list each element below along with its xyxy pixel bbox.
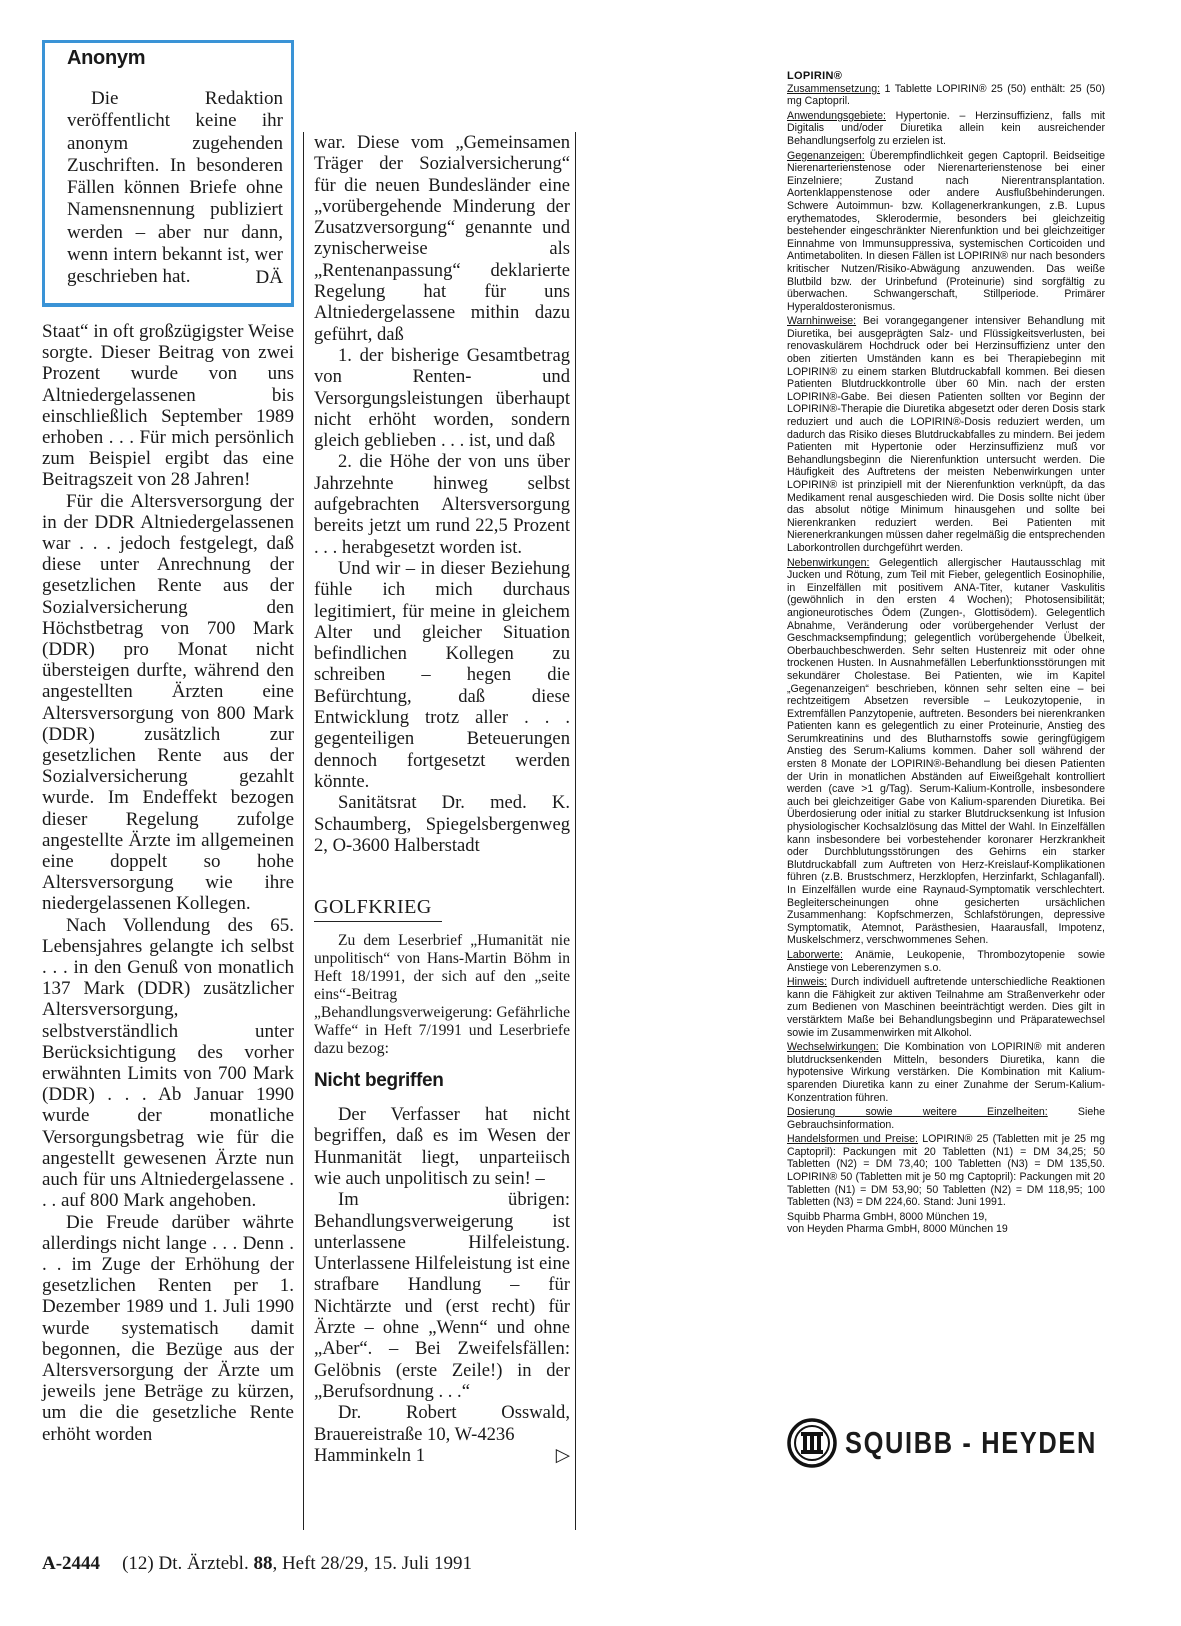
ad-section-label: Handelsformen und Preise: [787,1133,918,1146]
ad-section-text: Durch individuell auftretende unterschiedliche Reaktionen kann die Fähigkeit zur aktiven Teilnahme am Straßenverkehr oder zum Bedienen von Maschinen beeinträchtigt werden. Dies gilt in verstärktem Maße bei Behandlungsbeginn und Präparatewechsel sowie im Zusammenwirken mit Alkohol. [787,976,1105,1039]
column-rule [303,132,304,1530]
letter-signature: Dr. Robert Osswald, Brauereistraße 10, W-4236 [314,1402,570,1445]
col1-paragraph: Staat“ in oft großzügigster Weise sorgte. Dieser Beitrag von zwei Prozent wurde von uns Altniedergelassenen bis einschließlich September 1989 erhoben . . . Für mich persönlich zum Beispiel ergibt das eine Beitragszeit von 28 Jahren! [42,320,294,491]
ad-section-text: LOPIRIN® 25 (Tabletten mit je 25 mg Captopril): Packungen mit 20 Tabletten (N1) = DM 34,25; 50 Tabletten (N2) = DM 73,40; 100 Tabletten (N3) = DM 135,50. LOPIRIN® 50 (Tabletten mit je 50 mg Captopril): Packungen mit 20 Tabletten (N1) = DM 53,90; 50 Tabletten (N2) = DM 118,95; 100 Tabletten (N3) = DM 224,60. Stand: Juni 1991. [787,1133,1106,1209]
ad-section-text: Gelegentlich allergischer Hautausschlag mit Jucken und Rötung, zum Teil mit Fieber, gelegentlich Eosinophilie, in Einzelfällen mit positivem ANA-Titer, kutaner Vaskulitis (gewöhnlich in den ersten 4 Wochen); Photosensibilität; angioneurotisches Ödem (Zungen-, Glottisödem). Gelegentlich Abnahme, Veränderung oder vorübergehender Verlust der Geschmacksempfindung; gelegentlich vorübergehende Übelkeit, Oberbauchbeschwerden. Sehr selten Hustenreiz mit oder ohne trockenen Husten. In Ausnahmefällen Leberfunktionsstörungen mit sekundärer Cholestase. Bei Patienten, wie im Kapitel „Gegenanzeigen“ beschrieben, können sehr selten eine – bei rechtzeitigem Absetzen reversible – Leukozytopenie, in Extremfällen Panzytopenie, auftreten. Besonders bei nierenkranken Patienten kann es gelegentlich zu einer Proteinurie, Anstieg des Serumkreatinins und des Blutharnstoffs sowie geringfügigem Anstieg des Serum-Kaliums kommen. Daher soll während der ersten 8 Monate der LOPIRIN®-Behandlung bei diesen Patienten der Urin in monatlichen Abständen auf Eiweißgehalt kontrolliert werden (cave >1 g/Tag). Serum-Kalium-Kontrolle, insbesondere auch bei gleichzeitiger Gabe von Kalium-sparenden Diuretika. Bei Überdosierung oder initial zu starker Blutdrucksenkung ist Infusion physiologischer Kochsalzlösung das Mittel der Wahl. In Einzelfällen kann insbesondere bei vorbestehender koronarer Herzkrankheit oder Durchblutungsstörungen des Gehirns ein starker Blutdruckabfall zum Auftreten von Herz-Kreislauf-Komplikationen führen (z.B. Brustschmerz, Herzklopfen, Herzinfarkt, Schlaganfall). In Einzelfällen wurde eine Raynaud-Symptomatik verschlechtert. Begleiterscheinungen ohne gesicherten ursächlichen Zusammenhang: Kopfschmerzen, Schlafstörungen, depressive Symptomatik, Atemnot, Parästhesien, Haarausfall, Impotenz, Muskelschmerz, verschwommenes Sehen. [787,556,1105,947]
company-emblem-icon [787,1418,837,1468]
ad-section [787,949,1105,974]
ad-section [787,110,1105,148]
column-1 [42,40,294,1445]
anonym-box-signature: DÄ [255,266,283,288]
journal-citation: (12) Dt. Ärztebl. [122,1553,254,1574]
signature-city: Hamminkeln 1 [314,1444,426,1466]
anonym-box-title: Anonym [67,47,146,69]
ad-section-text: Überempfindlichkeit gegen Captopril. Beidseitige Nierenarterienstenose oder Nierenarterienstenose bei einer Einzelniere; Zustand nach Nierentransplantation. Aortenklappenstenose oder andere Ausflußbehinderungen. Schwere Autoimmun- bzw. Kollagenerkrankungen, z.B. Lupus erythematodes, Sklerodermie, besonders bei gleichzeitig bestehender eingeschränkter Nierenfunktion und bei gleichzeitiger Einnahme von Immunsuppressiva, systemischen Corticoiden und Antimetaboliten. In diesen Fällen ist LOPIRIN® nur nach besonders kritischer Nutzen/Risiko-Abwägung anzuwenden. Das weiße Blutbild bzw. der Urinbefund (Proteinurie) sind sorgfältig zu überwachen. Schwangerschaft, Stillperiode. Primärer Hyperaldosteronismus. [787,149,1105,313]
ad-section-text: Siehe Gebrauchsinformation. [787,1106,1105,1131]
ad-section-text: Bei vorangegangener intensiver Behandlung mit Diuretika, bei ausgeprägten Salz- und Flüssigkeitsverlusten, bei renovaskulärem Hochdruck oder bei Herzinsuffizienz unter den oben zitierten Umständen kann es bei Therapiebeginn mit LOPIRIN® zu einem starken Blutdruckabfall kommen. Bei diesen Patienten Blutdruckkontrolle über 60 Min. nach der ersten LOPIRIN®-Gabe. Bei diesen Patienten sollten vor Beginn der LOPIRIN®-Therapie die Diuretika abgesetzt oder deren Dosis stark reduziert und auch die LOPIRIN®-Dosis reduziert werden, um dadurch das Risiko dieses Blutdruckabfalles zu mindern. Bei jedem Patienten mit Hypertonie oder Herzinsuffizienz muß vor Behandlungsbeginn die Nierenfunktion untersucht werden. Die Häufigkeit des Auftretens der meisten Nebenwirkungen unter LOPIRIN® ist prinzipiell mit der Nierenfunktion verknüpft, da das Medikament renal ausgeschieden wird. Die Dosis sollte nicht über das absolut nötige Minimum hinausgehen und sollte bei Nierenkranken reduziert werden. Bei Patienten mit Nierenerkrankungen müssen daher regelmäßig die entsprechenden Laborkontrollen durchgeführt werden. [787,315,1106,554]
ad-section [787,150,1105,314]
ad-section-label: Nebenwirkungen: [787,556,870,569]
ad-section [787,557,1105,947]
column-rule [575,132,576,1530]
ad-section-label: Laborwerte: [787,948,843,961]
continue-arrow-icon: ▷ [555,1444,570,1466]
col1-paragraph: Die Freude darüber währte allerdings nicht lange . . . Denn . . . im Zuge der Erhöhung der gesetzlichen Renten per 1. Dezember 1989 und 1. Juli 1990 wurde systematisch damit begonnen, die Bezüge aus der Altersversorgung der Ärzte um jeweils jene Beträge zu kürzen, um die die gesetzliche Rente erhöht worden [42,1211,294,1445]
section-heading: GOLFKRIEG [314,896,442,922]
col2-paragraph: Und wir – in dieser Beziehung fühle ich mich durchaus legitimiert, für meine in gleichem Alter und gleicher Situation befindlichen Kollegen zu schreiben – hegen die Befürchtung, daß diese Entwicklung trotz aller . . . gegenteiligen Beteuerungen dennoch fortgesetzt werden könnte. [314,557,570,792]
letter-intro: Zu dem Leserbrief „Humanität nie unpolitisch“ von Hans-Martin Böhm in Heft 18/1991, der sich auf den „seite eins“-Beitrag „Behandlungsverweigerung: Gefährliche Waffe“ in Heft 7/1991 und Leserbriefe dazu bezog: [314,932,570,1058]
ad-product-title: LOPIRIN® [787,70,843,82]
col1-paragraph: Nach Vollendung des 65. Lebensjahres gelangte ich selbst . . . in den Genuß von monatlich 137 Mark (DDR) zusätzlicher Altersversorgung, selbstverständlich unter Berücksichtigung des vorher erwähnten Limits von 700 Mark (DDR) . . . Ab Januar 1990 wurde der monatliche Versorgungsbetrag wie für die angestellt gewesenen Ärzte nun auch für uns Altniedergelassene . . . auf 800 Mark angehoben. [42,914,294,1212]
page-footer [42,1553,472,1575]
ad-section-label: Warnhinweise: [787,315,857,328]
lopirin-advertisement [787,70,1105,1236]
ad-section-label: Anwendungsgebiete: [787,109,886,122]
ad-company-line: von Heyden Pharma GmbH, 8000 München 19 [787,1223,1008,1236]
col2-paragraph: Der Verfasser hat nicht begriffen, daß es im Wesen der Hunmanität liegt, unparteiisch wie auch unpolitisch zu sein! – [314,1104,570,1189]
ad-section-label: Wechselwirkungen: [787,1041,879,1054]
ad-section-label: Hinweis: [787,976,828,989]
ad-section-label: Zusammensetzung: [787,82,881,95]
journal-issue-date: , Heft 28/29, 15. Juli 1991 [272,1553,472,1574]
ad-company-line: Squibb Pharma GmbH, 8000 München 19, [787,1210,988,1223]
ad-section [787,315,1105,554]
ad-section [787,976,1105,1039]
ad-section-text: Anämie, Leukopenie, Thrombozytopenie sowie Anstiege von Leberenzymen s.o. [787,948,1105,974]
letter-signature: Sanitätsrat Dr. med. K. Schaumberg, Spiegelsbergenweg 2, O-3600 Halberstadt [314,792,570,856]
ad-section-text: Die Kombination von LOPIRIN® mit anderen blutdrucksenkenden Mitteln, besonders Diuretika, kann die hypotensive Wirkung verstärken. Die Kombination mit Kalium-sparenden Diuretika kann zu einer Zunahme der Serum-Kalium-Konzentration führen. [787,1041,1105,1104]
ad-section [787,1041,1105,1104]
ad-section [787,83,1105,108]
ad-section-text: Hypertonie. – Herzinsuffizienz, falls mit Digitalis und/oder Diuretika allein kein ausreichender Behandlungserfolg zu erzielen ist. [787,109,1105,147]
ad-section-text: 1 Tablette LOPIRIN® 25 (50) enthält: 25 (50) mg Captopril. [787,82,1105,108]
numbered-item: 1. der bisherige Gesamtbetrag von Renten- und Versorgungsleistungen überhaupt nicht erhöht worden, sondern gleich geblieben . . . ist, und daß [314,344,570,452]
logo-wordmark: SQUIBB - HEYDEN [845,1425,1097,1460]
squibb-heyden-logo [787,1418,1152,1468]
anonym-box-text: Die Redaktion veröffentlicht keine ihr anonym zugehenden Zuschriften. In besonderen Fällen können Briefe ohne Namensnennung publiziert werden – aber nur dann, wenn intern bekannt ist, wer geschrieben hat. [67,88,283,288]
ad-section [787,1133,1105,1209]
col2-paragraph: war. Diese vom „Gemeinsamen Träger der Sozialversicherung“ für die neuen Bundesländer eine „vorübergehende Minderung der Zusatzversorgung“ genannte und zynischerweise als „Rentenanpassung“ deklarierte Regelung hat für uns Altniedergelassene mithin dazu geführt, daß [314,132,570,345]
col1-paragraph: Für die Altersversorgung der in der DDR Altniedergelassenen war . . . jedoch festgelegt, daß diese unter Anrechnung der gesetzlichen Rente aus der Sozialversicherung den Höchstbetrag von 700 Mark (DDR) pro Monat nicht übersteigen durfte, während den angestellten Ärzten eine Altersversorgung von 800 Mark (DDR) zusätzlich zur gesetzlichen Rente aus der Sozialversicherung gezahlt wurde. Im Endeffekt bezogen dieser Regelung zufolge angestellte Ärzte im allgemeinen eine doppelt so hohe Altersversorgung wie ihre niedergelassenen Kollegen. [42,490,294,915]
anonym-notice-box [42,40,294,307]
ad-section [787,1106,1105,1131]
ad-section-label: Dosierung sowie weitere Einzelheiten: [787,1106,1048,1119]
letter-headline: Nicht begriffen [314,1070,444,1092]
page-number: A-2444 [42,1553,101,1574]
journal-volume: 88 [253,1553,273,1574]
column-2 [314,132,570,1466]
signature-last-line [314,1445,570,1466]
numbered-item: 2. die Höhe der von uns über Jahrzehnte hinweg selbst aufgebrachten Altersversorgung bereits jetzt um rund 22,5 Prozent . . . herabgesetzt worden ist. [314,451,570,558]
ad-section-label: Gegenanzeigen: [787,149,865,162]
col2-paragraph: Im übrigen: Behandlungsverweigerung ist unterlassene Hilfeleistung. Unterlassene Hilfeleistung ist eine strafbare Handlung – für Nichtärzte und (erst recht) für Ärzte – ohne „Wenn“ und ohne „Aber“. – Bei Zweifelsfällen: Gelöbnis (erste Zeile!) in der „Berufsordnung . . .“ [314,1189,570,1402]
